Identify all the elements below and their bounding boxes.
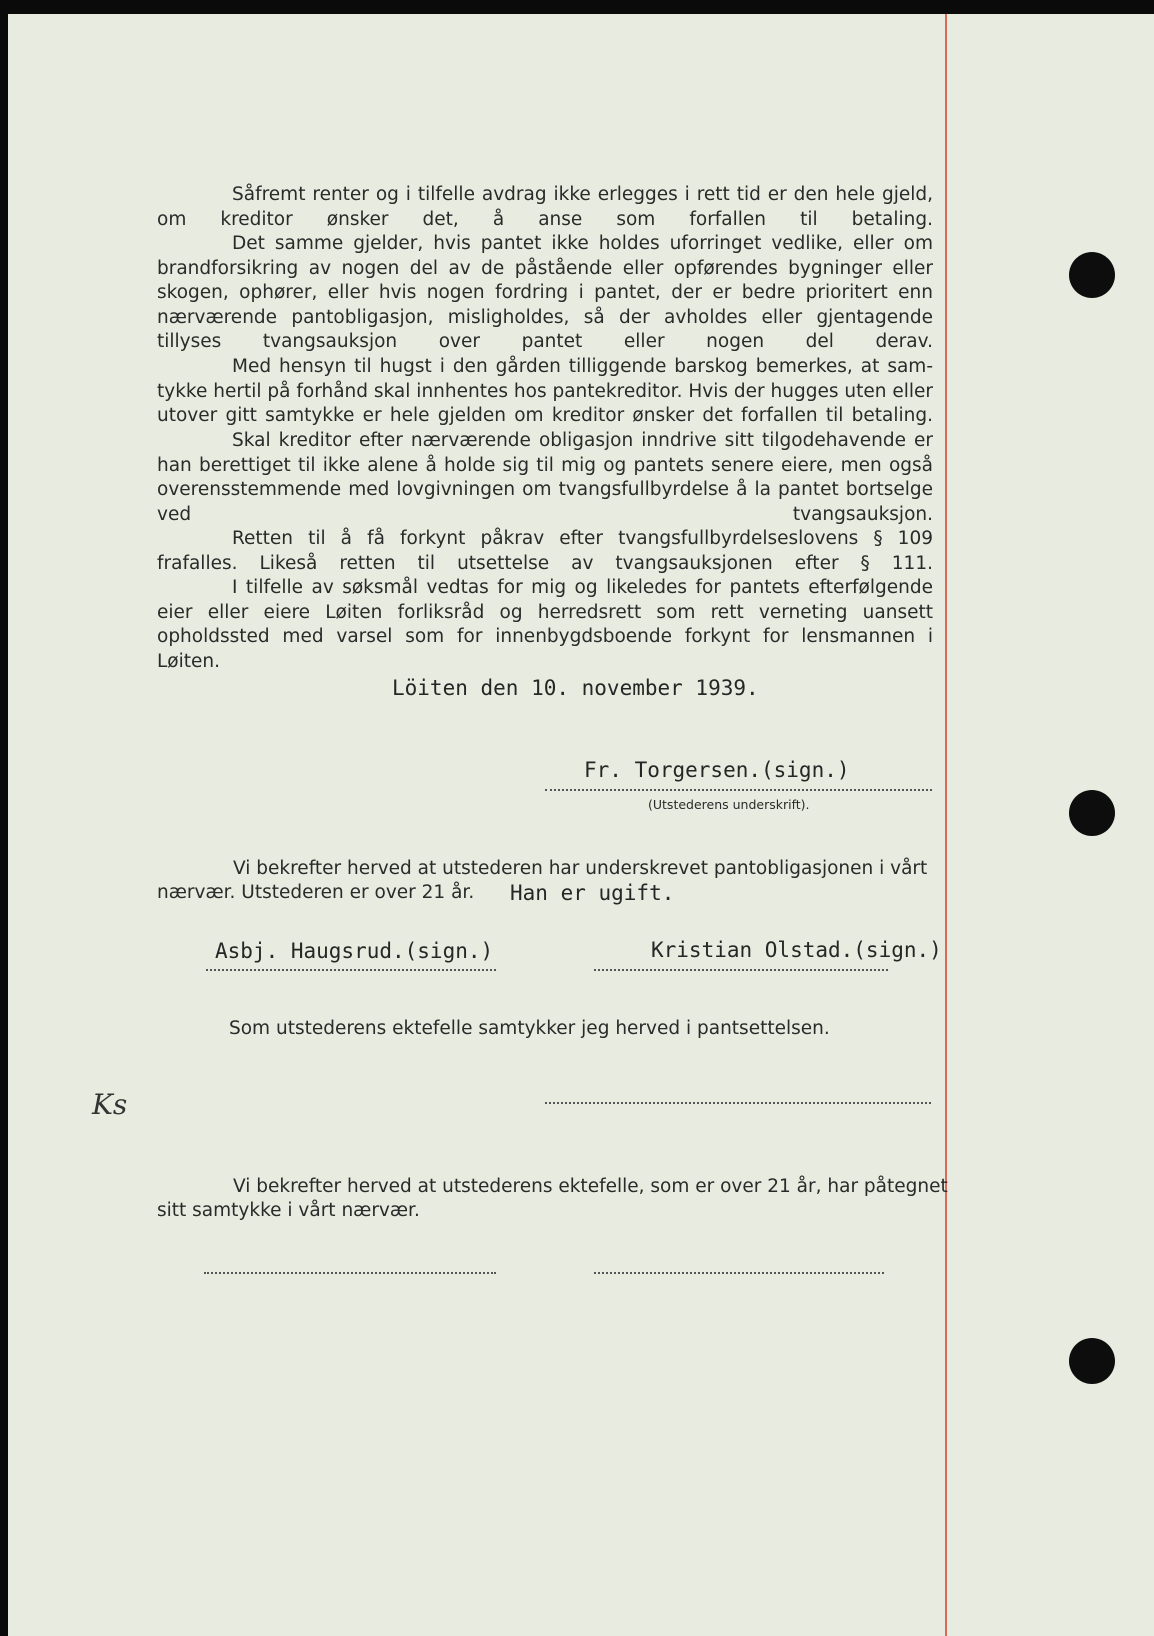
witness-confirmation-line2: nærvær. Utstederen er over 21 år. — [157, 882, 475, 903]
paragraph-text: han berettiget til ikke alene å holde sig til mig og pantets senere eiere, men også overensstemmende med lovgivningen om tvangsfullbyrdelse å la pantet bortselge ved tvangsauksjon. — [157, 454, 933, 525]
body-paragraph — [157, 527, 933, 576]
spouse-witness-2-line — [594, 1272, 884, 1274]
punch-hole-bottom — [1069, 1338, 1115, 1384]
spouse-confirmation-line1: Vi bekrefter herved at utstederens ektefelle, som er over 21 år, har påtegnet — [233, 1176, 948, 1197]
punch-hole-top — [1069, 252, 1115, 298]
issuer-signature-line — [545, 789, 932, 791]
spouse-confirmation-line2: sitt samtykke i vårt nærvær. — [157, 1200, 420, 1221]
body-paragraph — [157, 183, 933, 232]
paragraph-first-line: Skal kreditor efter nærværende obligasjon inndrive sitt tilgodehavende er — [232, 430, 933, 451]
paragraph-text: Likeså retten til utsettelse av tvangsauksjonen efter § 111. — [259, 552, 933, 574]
witness-2-signature-line — [594, 969, 888, 971]
spouse-consent: Som utstederens ektefelle samtykker jeg herved i pantsettelsen. — [229, 1018, 830, 1039]
marital-status: Han er ugift. — [510, 881, 675, 905]
body-paragraph — [157, 355, 933, 429]
margin-rule — [945, 14, 947, 1636]
paragraph-first-line: Såfremt renter og i tilfelle avdrag ikke erlegges i rett tid er den hele gjeld, — [232, 184, 933, 205]
issuer-signature-caption: (Utstederens underskrift). — [648, 797, 810, 812]
body-paragraph — [157, 576, 933, 674]
paragraph-first-line: Med hensyn til hugst i den gården tilliggende barskog bemerkes, at sam- — [232, 356, 933, 377]
place-date: Löiten den 10. november 1939. — [392, 676, 759, 700]
body-paragraph — [157, 232, 933, 355]
witness-confirmation-line1: Vi bekrefter herved at utstederen har underskrevet pantobligasjonen i vårt — [233, 858, 928, 879]
paragraph-text: om kreditor ønsker det, å anse som forfallen til betaling. — [157, 208, 933, 230]
margin-initials: Ks — [92, 1088, 128, 1121]
witness-1-signature: Asbj. Haugsrud.(sign.) — [215, 939, 494, 963]
paragraph-first-line: Retten til å få forkynt påkrav efter tvangsfullbyrdelseslovens § 109 frafalles. — [157, 528, 933, 574]
spouse-witness-1-line — [204, 1272, 496, 1274]
paragraph-first-line: Det samme gjelder, hvis pantet ikke holdes uforringet vedlike, eller om — [232, 233, 933, 254]
issuer-signature: Fr. Torgersen.(sign.) — [584, 758, 850, 782]
paragraph-text: eier eller eiere Løiten forliksråd og herredsrett som rett verneting uansett opholdssted med varsel som for innenbygdsboende forkynt for lensmannen i Løiten. — [157, 601, 933, 672]
punch-hole-middle — [1069, 790, 1115, 836]
spouse-signature-line — [545, 1102, 931, 1104]
witness-2-signature: Kristian Olstad.(sign.) — [651, 938, 942, 962]
body-paragraph — [157, 429, 933, 527]
paragraph-first-line: I tilfelle av søksmål vedtas for mig og likeledes for pantets efterfølgende — [232, 577, 933, 598]
paragraph-text: tykke hertil på forhånd skal innhentes hos pantekreditor. Hvis der hugges uten eller utover gitt samtykke er hele gjelden om kreditor ønsker det forfallen til betaling. — [157, 380, 933, 427]
paragraph-text: brandforsikring av nogen del av de påstående eller opførendes bygninger eller skogen, ophører, eller hvis nogen fordring i pantet, der er bedre prioritert enn nærværende pantobligasjon, misligholdes, så der avholdes eller gjentagende tillyses tvangsauksjon over pantet eller nogen del derav. — [157, 257, 933, 353]
witness-1-signature-line — [206, 969, 496, 971]
